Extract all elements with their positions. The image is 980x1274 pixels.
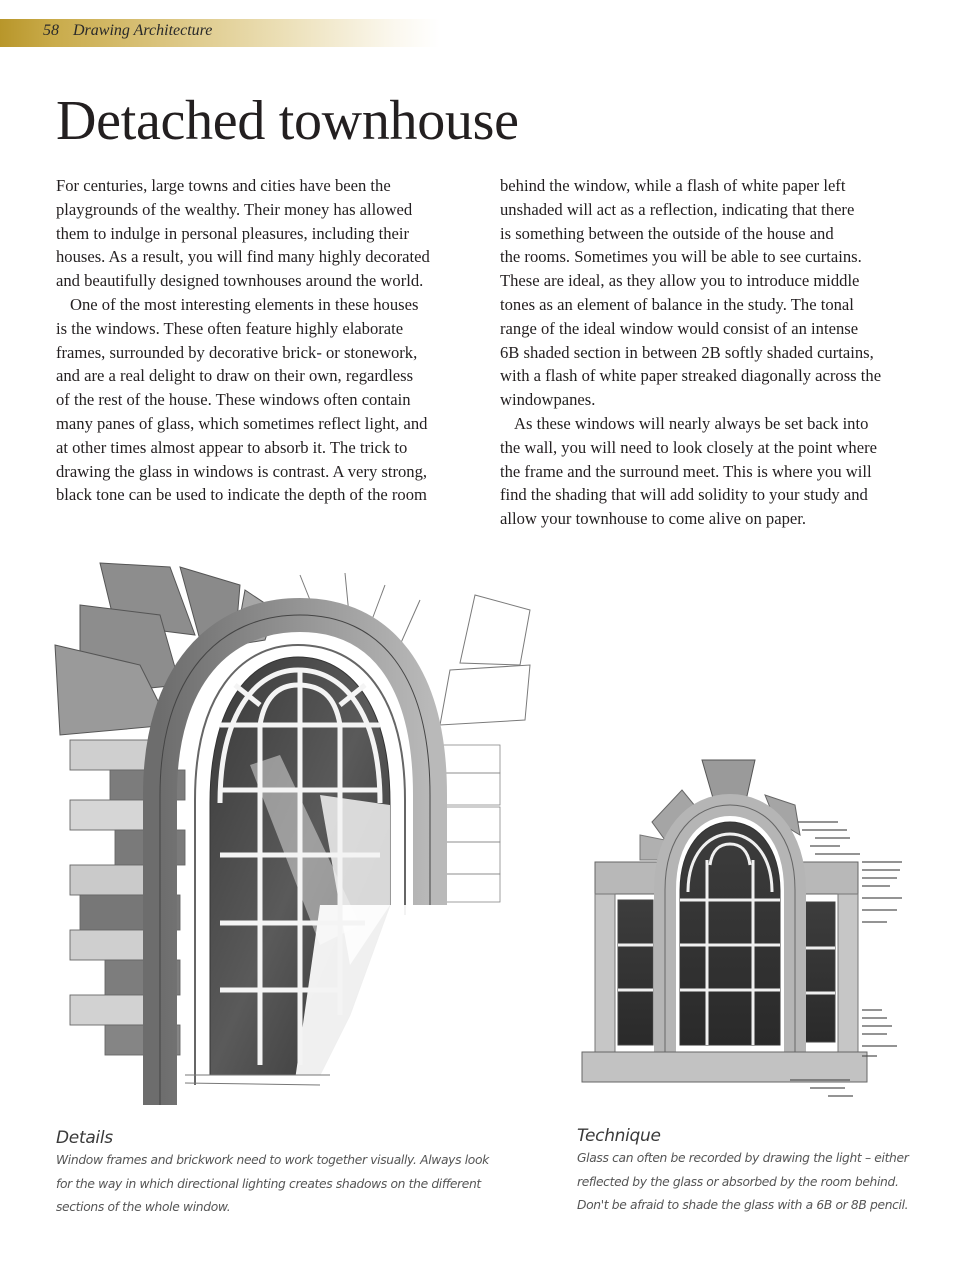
window-sill (582, 1052, 867, 1082)
caption-details (56, 1127, 489, 1220)
body-column-right (500, 174, 920, 531)
side-window-left (618, 900, 653, 1045)
page-number: 58 (43, 22, 59, 39)
body-line: is something between the outside of the house and (500, 223, 834, 243)
body-line: houses. As a result, you will find many highly decorated (56, 247, 430, 267)
body-line: One of the most interesting elements in these houses (70, 294, 419, 314)
caption-line: reflected by the glass or absorbed by the room behind. (577, 1174, 899, 1189)
townhouse-window-illustration (570, 750, 930, 1120)
caption-title: Technique (577, 1126, 661, 1146)
body-line: with a flash of white paper streaked diagonally across the (500, 366, 882, 386)
body-line: is the windows. These often feature highly elaborate (56, 318, 404, 338)
caption-line: Don't be afraid to shade the glass with a 6B or 8B pencil. (577, 1198, 909, 1212)
caption-line: for the way in which directional lighting creates shadows on the different (56, 1176, 481, 1191)
body-line: These are ideal, as they allow you to introduce middle (500, 271, 860, 291)
caption-technique (577, 1125, 907, 1218)
body-line: the rooms. Sometimes you will be able to see curtains. (500, 247, 862, 267)
body-line: the wall, you will need to look closely at the point where (500, 437, 877, 457)
caption-line: sections of the whole window. (56, 1200, 231, 1214)
body-line: tones as an element of balance in the study. The tonal (500, 294, 854, 314)
body-line: them to indulge in personal pleasures, including their (56, 223, 409, 243)
body-line: range of the ideal window would consist of an intense (500, 318, 859, 338)
caption-title: Details (56, 1128, 113, 1148)
side-window-right (802, 902, 835, 1042)
body-line: As these windows will nearly always be set back into (514, 413, 869, 433)
body-line: and beautifully designed townhouses around the world. (56, 271, 424, 291)
body-line: windowpanes. (500, 390, 596, 410)
body-line: find the shading that will add solidity to your study and (500, 485, 868, 505)
caption-line: Window frames and brickwork need to work together visually. Always look (56, 1153, 489, 1167)
body-line: of the rest of the house. These windows often contain (56, 390, 411, 410)
body-line: 6B shaded section in between 2B softly shaded curtains, (500, 342, 874, 362)
body-line: playgrounds of the wealthy. Their money has allowed (56, 199, 413, 219)
page-title: Detached townhouse (56, 90, 519, 152)
body-line: behind the window, while a flash of white paper left (500, 176, 846, 195)
body-line: For centuries, large towns and cities have been the (56, 176, 391, 195)
body-line: frames, surrounded by decorative brick- or stonework, (56, 342, 418, 362)
running-header (43, 22, 212, 40)
body-line: and are a real delight to draw on their own, regardless (56, 366, 414, 386)
arched-window-illustration (20, 545, 550, 1115)
body-line: drawing the glass in windows is contrast. A very strong, (56, 461, 428, 481)
body-line: the frame and the surround meet. This is where you will (500, 461, 872, 481)
section-title: Drawing Architecture (73, 22, 213, 39)
body-line: allow your townhouse to come alive on paper. (500, 509, 806, 529)
body-line: many panes of glass, which sometimes reflect light, and (56, 413, 428, 433)
body-line: at other times almost appear to absorb it. The trick to (56, 437, 408, 457)
body-column-left (56, 174, 476, 507)
body-line: black tone can be used to indicate the depth of the room (56, 485, 427, 505)
caption-line: Glass can often be recorded by drawing the light – either (577, 1151, 909, 1165)
body-line: unshaded will act as a reflection, indicating that there (500, 199, 855, 219)
